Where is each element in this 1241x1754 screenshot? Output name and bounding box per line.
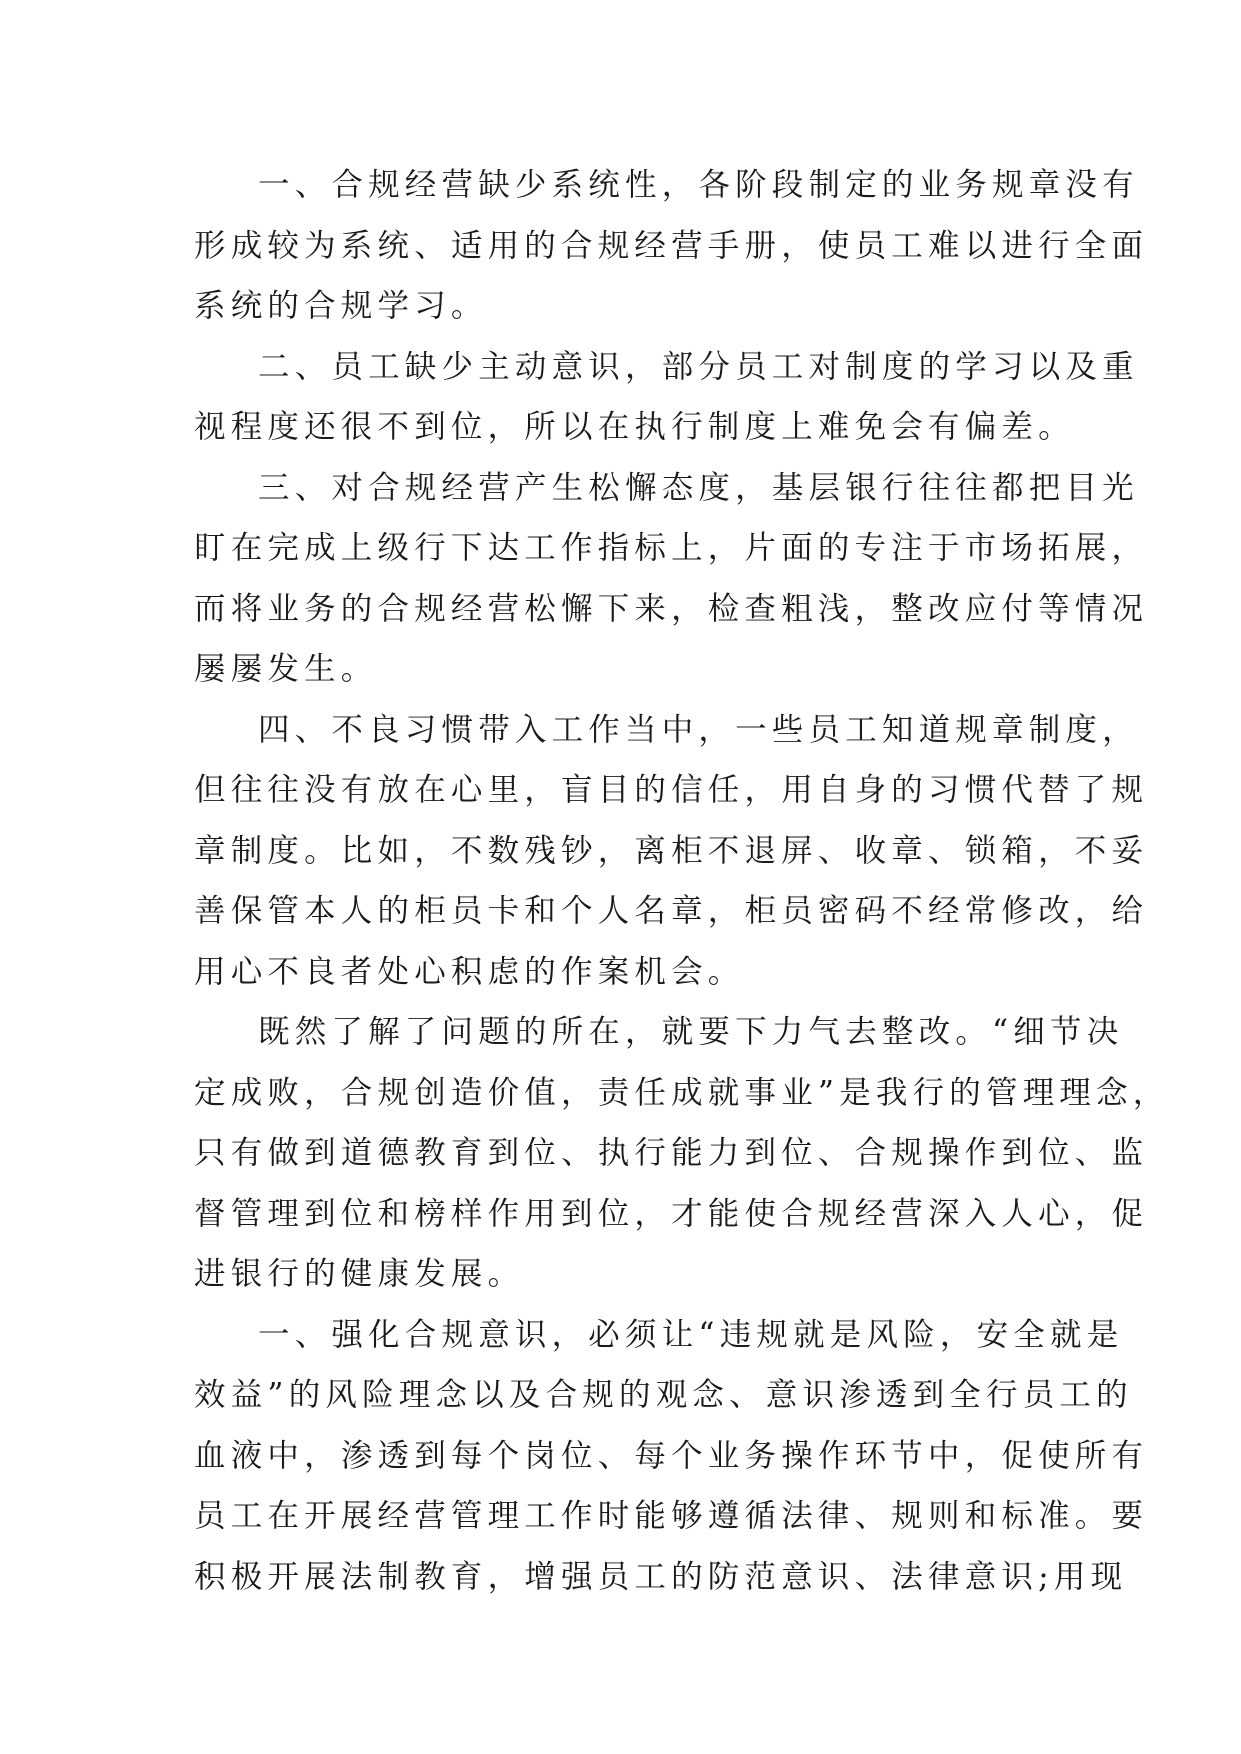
paragraph-rectification [194,1002,1170,1305]
text-line: 形成较为系统、适用的合规经营手册，使员工难以进行全面 [194,227,1149,264]
text-line: 一、强化合规意识，必须让“违规就是风险，安全就是 [258,1316,1124,1353]
text-line: 定成败，合规创造价值，责任成就事业”是我行的管理理念， [194,1074,1170,1111]
text-line: 屡屡发生。 [194,651,378,687]
document-body [194,155,1170,1607]
text-line: 血液中，渗透到每个岗位、每个业务操作环节中，促使所有 [194,1437,1149,1474]
text-line: 而将业务的合规经营松懈下来，检查粗浅，整改应付等情况 [194,590,1149,627]
text-line: 四、不良习惯带入工作当中，一些员工知道规章制度， [258,711,1139,748]
text-line: 二、员工缺少主动意识，部分员工对制度的学习以及重 [258,348,1139,385]
text-line: 视程度还很不到位，所以在执行制度上难免会有偏差。 [194,409,1075,445]
text-line: 既然了解了问题的所在，就要下力气去整改。“细节决 [258,1014,1124,1050]
text-line: 系统的合规学习。 [194,288,488,324]
text-line: 用心不良者处心积虑的作案机会。 [194,953,745,990]
paragraph-bad-habits [194,700,1149,1003]
text-line: 效益”的风险理念以及合规的观念、意识渗透到全行员工的 [194,1377,1133,1413]
text-line: 一、合规经营缺少系统性，各阶段制定的业务规章没有 [258,167,1139,203]
text-line: 但往往没有放在心里，盲目的信任，用自身的习惯代替了规 [194,772,1149,808]
text-line: 善保管本人的柜员卡和个人名章，柜员密码不经常修改，给 [194,893,1149,929]
text-line: 盯在完成上级行下达工作指标上，片面的专注于市场拓展， [194,530,1149,566]
text-line: 章制度。比如，不数残钞，离柜不退屏、收章、锁箱，不妥 [194,832,1149,869]
text-line: 积极开展法制教育，增强员工的防范意识、法律意识;用现 [194,1558,1128,1595]
text-line: 三、对合规经营产生松懈态度，基层银行往往都把目光 [258,469,1139,506]
paragraph-compliance-system [194,155,1149,337]
paragraph-staff-awareness [194,337,1139,458]
text-line: 只有做到道德教育到位、执行能力到位、合规操作到位、监 [194,1135,1149,1171]
text-line: 进银行的健康发展。 [194,1256,525,1292]
text-line: 员工在开展经营管理工作时能够遵循法律、规则和标准。要 [194,1498,1149,1534]
paragraph-strengthen-awareness [194,1305,1149,1608]
paragraph-lax-attitude [194,458,1149,700]
text-line: 督管理到位和榜样作用到位，才能使合规经营深入人心，促 [194,1195,1149,1232]
